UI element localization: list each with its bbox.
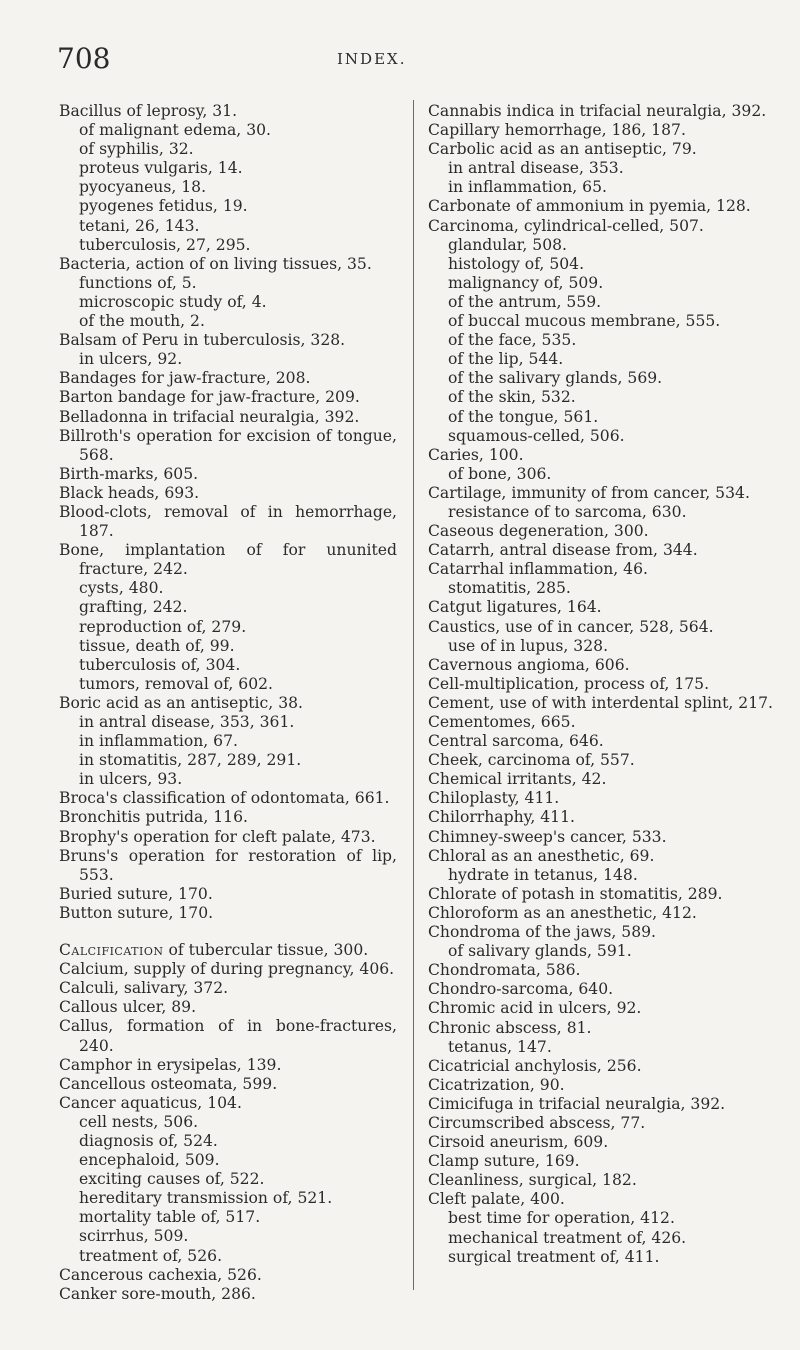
index-subentry [59, 579, 397, 598]
entry-text: functions of, 5. [79, 273, 197, 292]
entry-text: tumors, removal of, 602. [79, 674, 274, 693]
entry-text: Bruns's operation for restoration of lip, 553. [59, 846, 397, 884]
index-subentry [59, 1227, 397, 1246]
index-entry [428, 197, 780, 216]
entry-text: reproduction of, 279. [79, 617, 247, 636]
entry-text: of the lip, 544. [448, 350, 564, 369]
entry-text: Cancerous cachexia, 526. [59, 1265, 262, 1284]
column-divider [413, 100, 414, 1290]
entry-text: squamous-celled, 506. [448, 426, 625, 445]
index-subentry [59, 274, 397, 293]
index-entry [59, 102, 397, 121]
entry-text: of the salivary glands, 569. [448, 369, 663, 388]
index-subentry [428, 503, 780, 522]
index-entry [428, 694, 780, 713]
entry-text: Calcium, supply of during pregnancy, 406. [59, 960, 395, 979]
entry-text: Circumscribed abscess, 77. [428, 1113, 646, 1132]
index-subentry [59, 598, 397, 617]
index-subentry [59, 732, 397, 751]
index-column-right [428, 102, 780, 1267]
index-entry [428, 1171, 780, 1190]
entry-text: microscopic study of, 4. [79, 292, 267, 311]
index-entry [428, 656, 780, 675]
index-entry [428, 732, 780, 751]
index-entry [59, 941, 397, 960]
entry-text: Cicatrization, 90. [428, 1075, 565, 1094]
index-subentry [428, 255, 780, 274]
index-entry [59, 1094, 397, 1113]
index-subentry [59, 293, 397, 312]
entry-text: Cannabis indica in trifacial neuralgia, 392. [428, 102, 767, 120]
index-entry [59, 255, 397, 274]
index-subentry [428, 1209, 780, 1228]
entry-text: Cavernous angioma, 606. [428, 655, 630, 674]
index-entry [59, 979, 397, 998]
entry-text: histology of, 504. [448, 254, 585, 273]
entry-text: Broca's classification of odontomata, 661. [59, 789, 390, 808]
entry-text: treatment of, 526. [79, 1246, 223, 1265]
entry-text: Chondro-sarcoma, 640. [428, 980, 614, 999]
entry-text: Cell-multiplication, process of, 175. [428, 674, 710, 693]
index-entry [428, 102, 780, 121]
entry-text: Balsam of Peru in tuberculosis, 328. [59, 331, 346, 350]
index-subentry [428, 293, 780, 312]
index-subentry [59, 1113, 397, 1132]
entry-text: Chromic acid in ulcers, 92. [428, 999, 642, 1018]
entry-text: Belladonna in trifacial neuralgia, 392. [59, 407, 360, 426]
entry-text: Clamp suture, 169. [428, 1152, 580, 1171]
index-entry [428, 980, 780, 999]
entry-text: of tubercular tissue, 300. [163, 941, 369, 960]
index-subentry [428, 274, 780, 293]
index-subentry [428, 1229, 780, 1248]
entry-text: Callus, formation of in bone-fractures, 240. [59, 1017, 397, 1055]
index-entry [428, 1152, 780, 1171]
index-entry [428, 560, 780, 579]
index-entry [59, 847, 397, 885]
index-entry [428, 923, 780, 942]
index-entry [428, 140, 780, 159]
entry-text: Canker sore-mouth, 286. [59, 1284, 256, 1303]
index-entry [59, 1075, 397, 1094]
index-subentry [59, 751, 397, 770]
entry-text: of the antrum, 559. [448, 292, 602, 311]
index-subentry [428, 236, 780, 255]
entry-text: Carbolic acid as an antiseptic, 79. [428, 140, 697, 159]
entry-text: Bacteria, action of on living tissues, 35. [59, 254, 372, 273]
entry-text: Caseous degeneration, 300. [428, 522, 649, 541]
index-subentry [59, 178, 397, 197]
entry-text: Bacillus of leprosy, 31. [59, 102, 238, 120]
index-entry [59, 960, 397, 979]
entry-text: Catarrhal inflammation, 46. [428, 560, 648, 579]
index-subentry [428, 408, 780, 427]
index-subentry [59, 637, 397, 656]
entry-text: Chiloplasty, 411. [428, 789, 560, 808]
entry-text: Camphor in erysipelas, 139. [59, 1055, 282, 1074]
entry-text: Cicatricial anchylosis, 256. [428, 1056, 642, 1075]
entry-text: scirrhus, 509. [79, 1227, 189, 1246]
entry-text: in antral disease, 353, 361. [79, 713, 295, 731]
entry-text: of the mouth, 2. [79, 312, 205, 331]
entry-text: Black heads, 693. [59, 483, 200, 502]
index-subentry [59, 140, 397, 159]
index-entry [428, 522, 780, 541]
entry-text: tetani, 26, 143. [79, 216, 200, 235]
entry-text: Catarrh, antral disease from, 344. [428, 541, 698, 560]
index-subentry [59, 770, 397, 789]
index-entry [428, 1076, 780, 1095]
entry-text: Callous ulcer, 89. [59, 998, 197, 1017]
entry-text: Cancellous osteomata, 599. [59, 1074, 278, 1093]
index-subentry [59, 1151, 397, 1170]
entry-text: in ulcers, 92. [79, 350, 183, 369]
entry-text: Chlorate of potash in stomatitis, 289. [428, 884, 723, 903]
index-entry [59, 465, 397, 484]
entry-text: Cirsoid aneurism, 609. [428, 1133, 609, 1152]
index-entry [59, 789, 397, 808]
entry-text: Cement, use of with interdental splint, 217. [428, 693, 773, 712]
entry-text: in inflammation, 67. [79, 732, 238, 751]
entry-text: in antral disease, 353. [448, 159, 624, 178]
entry-text: Chloroform as an anesthetic, 412. [428, 903, 697, 922]
entry-text: Calculi, salivary, 372. [59, 979, 229, 998]
entry-text: mortality table of, 517. [79, 1208, 261, 1227]
entry-text: Carcinoma, cylindrical-celled, 507. [428, 216, 704, 235]
entry-text: Cartilage, immunity of from cancer, 534. [428, 483, 750, 502]
entry-text: stomatitis, 285. [448, 579, 571, 598]
entry-text: of malignant edema, 30. [79, 121, 271, 140]
index-subentry [428, 159, 780, 178]
index-entry [59, 1285, 397, 1304]
index-entry [428, 770, 780, 789]
index-entry [59, 541, 397, 579]
index-entry [428, 1190, 780, 1209]
index-entry [428, 1057, 780, 1076]
index-entry [428, 618, 780, 637]
index-entry [428, 751, 780, 770]
entry-text: Cleanliness, surgical, 182. [428, 1171, 637, 1190]
entry-text: Cleft palate, 400. [428, 1190, 565, 1209]
entry-text: of salivary glands, 591. [448, 942, 632, 961]
entry-text: Chilorrhaphy, 411. [428, 808, 575, 827]
entry-text: proteus vulgaris, 14. [79, 159, 243, 178]
index-entry [59, 1056, 397, 1075]
section-head-word: Calcification [59, 941, 164, 960]
index-entry [428, 598, 780, 617]
entry-text: Cementomes, 665. [428, 713, 576, 731]
index-subentry [428, 637, 780, 656]
index-subentry [59, 656, 397, 675]
index-subentry [428, 579, 780, 598]
index-entry [428, 446, 780, 465]
entry-text: resistance of to sarcoma, 630. [448, 502, 687, 521]
index-entry [428, 541, 780, 560]
index-entry [428, 961, 780, 980]
index-subentry [59, 618, 397, 637]
index-subentry [59, 236, 397, 255]
index-subentry [59, 675, 397, 694]
entry-text: Button suture, 170. [59, 903, 214, 922]
index-entry [428, 1095, 780, 1114]
index-entry [59, 408, 397, 427]
entry-text: Brophy's operation for cleft palate, 473. [59, 827, 376, 846]
index-subentry [59, 350, 397, 369]
index-subentry [59, 1189, 397, 1208]
index-entry [428, 1133, 780, 1152]
entry-text: hereditary transmission of, 521. [79, 1189, 333, 1208]
entry-text: Chimney-sweep's cancer, 533. [428, 827, 667, 846]
entry-text: in ulcers, 93. [79, 770, 183, 789]
index-entry [428, 1019, 780, 1038]
index-entry [59, 885, 397, 904]
entry-text: Capillary hemorrhage, 186, 187. [428, 121, 686, 140]
index-entry [59, 427, 397, 465]
index-subentry [59, 197, 397, 216]
entry-text: Barton bandage for jaw-fracture, 209. [59, 388, 360, 407]
entry-text: of syphilis, 32. [79, 140, 194, 159]
entry-text: Chronic abscess, 81. [428, 1018, 592, 1037]
entry-text: Chondroma of the jaws, 589. [428, 923, 656, 942]
index-subentry [428, 350, 780, 369]
entry-text: grafting, 242. [79, 598, 188, 617]
index-subentry [428, 1248, 780, 1267]
index-entry [59, 388, 397, 407]
index-subentry [428, 427, 780, 446]
index-entry [59, 904, 397, 923]
entry-text: Bronchitis putrida, 116. [59, 808, 248, 827]
index-entry [428, 217, 780, 236]
entry-text: Central sarcoma, 646. [428, 732, 604, 751]
running-head: INDEX. [337, 50, 407, 68]
index-subentry [59, 159, 397, 178]
entry-text: of the face, 535. [448, 331, 577, 350]
index-subentry [59, 1132, 397, 1151]
entry-text: Blood-clots, removal of in hemorrhage, 187. [59, 502, 397, 541]
entry-text: in inflammation, 65. [448, 178, 607, 197]
entry-text: tissue, death of, 99. [79, 636, 235, 655]
index-entry [428, 828, 780, 847]
index-subentry [59, 312, 397, 331]
index-subentry [59, 121, 397, 140]
index-entry [428, 904, 780, 923]
index-column-left [59, 102, 397, 1304]
entry-text: Cimicifuga in trifacial neuralgia, 392. [428, 1094, 726, 1113]
entry-text: pyogenes fetidus, 19. [79, 197, 248, 216]
index-entry [59, 828, 397, 847]
entry-text: pyocyaneus, 18. [79, 178, 207, 197]
index-entry [59, 1017, 397, 1055]
index-entry [428, 1114, 780, 1133]
index-entry [428, 789, 780, 808]
entry-text: malignancy of, 509. [448, 273, 604, 292]
entry-text: encephaloid, 509. [79, 1151, 220, 1170]
index-entry [428, 675, 780, 694]
index-subentry [428, 312, 780, 331]
index-entry [428, 121, 780, 140]
index-subentry [428, 1038, 780, 1057]
index-entry [428, 847, 780, 866]
entry-text: cell nests, 506. [79, 1112, 199, 1131]
entry-text: of the tongue, 561. [448, 407, 599, 426]
index-entry [59, 1266, 397, 1285]
index-subentry [59, 1208, 397, 1227]
entry-text: Chloral as an anesthetic, 69. [428, 846, 655, 865]
entry-text: Cancer aquaticus, 104. [59, 1093, 242, 1112]
entry-text: hydrate in tetanus, 148. [448, 865, 638, 884]
index-entry [59, 503, 397, 541]
entry-text: glandular, 508. [448, 235, 567, 254]
entry-text: use of in lupus, 328. [448, 636, 609, 655]
index-entry [428, 999, 780, 1018]
index-subentry [59, 713, 397, 732]
index-subentry [59, 217, 397, 236]
entry-text: tuberculosis, 27, 295. [79, 235, 251, 254]
index-subentry [428, 178, 780, 197]
index-subentry [428, 388, 780, 407]
entry-text: diagnosis of, 524. [79, 1131, 218, 1150]
index-subentry [428, 866, 780, 885]
index-entry [59, 331, 397, 350]
index-subentry [59, 1247, 397, 1266]
entry-text: tetanus, 147. [448, 1037, 552, 1056]
entry-text: mechanical treatment of, 426. [448, 1228, 687, 1247]
index-subentry [428, 942, 780, 961]
entry-text: Birth-marks, 605. [59, 464, 199, 483]
index-entry [59, 998, 397, 1017]
entry-text: of buccal mucous membrane, 555. [448, 312, 721, 331]
entry-text: Catgut ligatures, 164. [428, 598, 602, 617]
page-number: 708 [57, 42, 111, 75]
entry-text: tuberculosis of, 304. [79, 655, 241, 674]
entry-text: Bone, implantation of for ununited fracture, 242. [59, 541, 397, 579]
index-subentry [428, 331, 780, 350]
entry-text: exciting causes of, 522. [79, 1170, 265, 1189]
entry-text: surgical treatment of, 411. [448, 1247, 660, 1266]
entry-text: Bandages for jaw-fracture, 208. [59, 369, 311, 388]
index-entry [59, 808, 397, 827]
entry-text: Cheek, carcinoma of, 557. [428, 751, 635, 770]
entry-text: Chemical irritants, 42. [428, 770, 607, 789]
entry-text: Billroth's operation for excision of tongue, 568. [59, 426, 397, 464]
index-entry [428, 713, 780, 732]
index-entry [59, 369, 397, 388]
index-subentry [428, 369, 780, 388]
entry-text: Caustics, use of in cancer, 528, 564. [428, 617, 714, 636]
index-entry [428, 484, 780, 503]
entry-text: cysts, 480. [79, 579, 164, 598]
entry-text: Buried suture, 170. [59, 884, 213, 903]
index-entry [428, 885, 780, 904]
index-subentry [428, 465, 780, 484]
entry-text: of the skin, 532. [448, 388, 576, 407]
entry-text: best time for operation, 412. [448, 1209, 675, 1228]
index-entry [59, 484, 397, 503]
entry-text: in stomatitis, 287, 289, 291. [79, 751, 302, 770]
index-entry [59, 694, 397, 713]
entry-text: of bone, 306. [448, 464, 552, 483]
entry-text: Chondromata, 586. [428, 961, 581, 980]
index-entry [428, 808, 780, 827]
entry-text: Boric acid as an antiseptic, 38. [59, 693, 303, 712]
entry-text: Caries, 100. [428, 445, 524, 464]
index-subentry [59, 1170, 397, 1189]
entry-text: Carbonate of ammonium in pyemia, 128. [428, 197, 751, 216]
